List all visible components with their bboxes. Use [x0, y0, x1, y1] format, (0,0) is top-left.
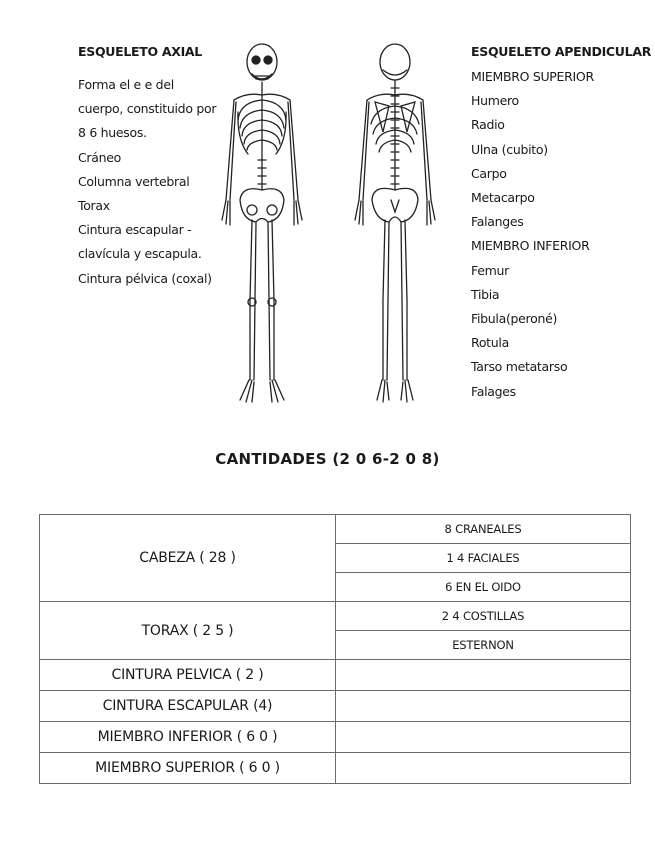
empty-cell: [336, 660, 631, 691]
apendicular-line: Ulna (cubito): [471, 141, 548, 157]
apendicular-line: MIEMBRO INFERIOR: [471, 238, 590, 254]
axial-line: Cintura escapular -: [78, 222, 192, 238]
axial-lines: [78, 73, 228, 291]
torax-label: TORAX ( 2 5 ): [40, 602, 336, 660]
cabeza-label: CABEZA ( 28 ): [40, 515, 336, 602]
skeleton-front-illustration: [212, 40, 312, 410]
empty-cell: [336, 753, 631, 784]
table-cell: 8 CRANEALES: [336, 515, 631, 544]
apendicular-line: Fibula(peroné): [471, 311, 558, 327]
quantities-title: CANTIDADES (2 0 6-2 0 8): [215, 450, 440, 468]
axial-line: cuerpo, constituido por: [78, 101, 217, 117]
table-row: [40, 602, 631, 631]
table-row: [40, 753, 631, 784]
table-row: [40, 515, 631, 544]
skeleton-back-illustration: [345, 40, 445, 410]
table-row: [40, 691, 631, 722]
empty-cell: [336, 722, 631, 753]
apendicular-line: Metacarpo: [471, 190, 535, 206]
apendicular-line: Tarso metatarso: [471, 359, 568, 375]
axial-line: Torax: [78, 198, 110, 214]
apendicular-line: Falages: [471, 383, 516, 399]
table-row: [40, 660, 631, 691]
table-cell: CINTURA PELVICA ( 2 ): [40, 660, 336, 691]
table-cell: 6 EN EL OIDO: [336, 573, 631, 602]
axial-line: 8 6 huesos.: [78, 125, 147, 141]
table-cell: 1 4 FACIALES: [336, 544, 631, 573]
table-row: [40, 722, 631, 753]
apendicular-skeleton-section: [471, 44, 652, 404]
apendicular-line: Falanges: [471, 214, 524, 230]
apendicular-line: Humero: [471, 93, 519, 109]
apendicular-lines: [471, 65, 641, 404]
apendicular-line: MIEMBRO SUPERIOR: [471, 69, 594, 84]
apendicular-line: Carpo: [471, 165, 507, 181]
bone-count-table: [39, 514, 631, 784]
axial-skeleton-section: [78, 44, 228, 291]
table-cell: ESTERNON: [336, 631, 631, 660]
axial-heading: ESQUELETO AXIAL: [78, 44, 202, 59]
axial-line: clavícula y escapula.: [78, 246, 202, 262]
table-cell: MIEMBRO SUPERIOR ( 6 0 ): [40, 753, 336, 784]
axial-line: Forma el e e del: [78, 77, 174, 92]
apendicular-line: Tibia: [471, 286, 500, 302]
axial-line: Cráneo: [78, 149, 121, 165]
axial-line: Columna vertebral: [78, 173, 190, 189]
table-cell: CINTURA ESCAPULAR (4): [40, 691, 336, 722]
table-cell: 2 4 COSTILLAS: [336, 602, 631, 631]
apendicular-line: Radio: [471, 117, 505, 133]
apendicular-line: Rotula: [471, 335, 509, 351]
table-cell: MIEMBRO INFERIOR ( 6 0 ): [40, 722, 336, 753]
apendicular-line: Femur: [471, 262, 509, 278]
apendicular-heading: ESQUELETO APENDICULAR: [471, 44, 652, 59]
axial-line: Cintura pélvica (coxal): [78, 270, 212, 286]
empty-cell: [336, 691, 631, 722]
